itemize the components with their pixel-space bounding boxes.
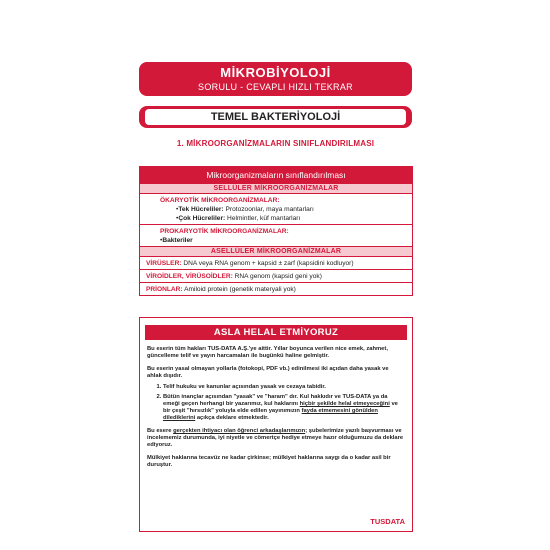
eukaryote-heading: ÖKARYOTİK MİKROORGANİZMALAR: <box>160 196 280 204</box>
title-banner <box>139 62 412 96</box>
table-row: VİROİDLER, VİRÜSOİDLER: RNA genom (kapsid geni yok) <box>140 269 412 282</box>
classification-table <box>139 166 413 296</box>
table-title: Mikroorganizmaların sınıflandırılması <box>140 167 412 183</box>
notice-paragraph: Bu esere gerçekten ihtiyacı olan öğrenci arkadaşlarımızın; şubelerimize yazılı başvurması ve incelememiz durumunda, iyi niyetle ve cömertçe hediye etmeye hazır olduğumuzu da deklare ediyoruz. <box>147 428 404 448</box>
notice-title: ASLA HELAL ETMİYORUZ <box>145 325 407 340</box>
table-row-eukaryote <box>140 193 412 224</box>
notice-list <box>147 384 405 422</box>
book-subtitle: SORULU - CEVAPLI HIZLI TEKRAR <box>198 82 353 92</box>
table-row-prokaryote <box>140 224 412 246</box>
table-row: PRİONLAR: Amiloid protein (genetik materyali yok) <box>140 282 412 295</box>
section-title: TEMEL BAKTERİYOLOJİ <box>145 109 406 125</box>
list-item: •Tek Hücreliler: Protozoonlar, maya mantarları <box>176 205 314 213</box>
book-title: MİKROBİYOLOJİ <box>220 65 331 80</box>
brand-logo: TUSDATA <box>370 517 405 526</box>
table-row: VİRÜSLER: DNA veya RNA genom + kapsid ± zarf (kapsidini kodluyor) <box>140 256 412 269</box>
notice-paragraph: Bu eserin tüm hakları TUS-DATA A.Ş.'ye aittir. Yıllar boyunca verilen nice emek, zahmet, güncelleme telif ve yayın harcamaları ile bugünkü haline gelmiştir. <box>147 346 388 359</box>
table-group-cellular: SELLÜLER MİKROORGANİZMALAR <box>140 183 412 193</box>
prokaryote-heading: PROKARYOTİK MİKROORGANİZMALAR: <box>160 227 289 235</box>
copyright-notice <box>139 317 413 532</box>
list-item: 1. Telif hukuku ve kanunlar açısından yasak ve cezaya tabidir. <box>163 384 405 391</box>
notice-paragraph: Mülkiyet haklarına tecavüz ne kadar çirkinse; mülkiyet haklarına saygı da o kadar asil bir duruştur. <box>147 455 391 468</box>
subsection-title: 1. MİKROORGANİZMALARIN SINIFLANDIRILMASI <box>176 139 375 148</box>
table-group-acellular: ASELLÜLER MİKROORGANİZMALAR <box>140 246 412 256</box>
list-item: 2. Bütün inançlar açısından "yasak" ve "haram" dır. Kul hakkıdır ve TUS-DATA ya da emeği geçen herhangi bir yazarımız, kul haklarını hiçbir şekilde helal etmeyeceğini ve bir çeşit "hırsızlık" yoluyla elde edilen yayınımızın fayda etmemesini gönülden dilediklerini açıkça deklare etmektedir. <box>163 394 405 422</box>
section-banner <box>139 106 412 128</box>
notice-paragraph: Bu eserin yasal olmayan yollarla (fotokopi, PDF vb.) edinilmesi iki açıdan daha yasak ve ahlak dışıdır. <box>147 366 389 379</box>
list-item: •Bakteriler <box>160 236 193 244</box>
list-item: •Çok Hücreliler: Helmintler, küf mantarları <box>176 214 301 222</box>
